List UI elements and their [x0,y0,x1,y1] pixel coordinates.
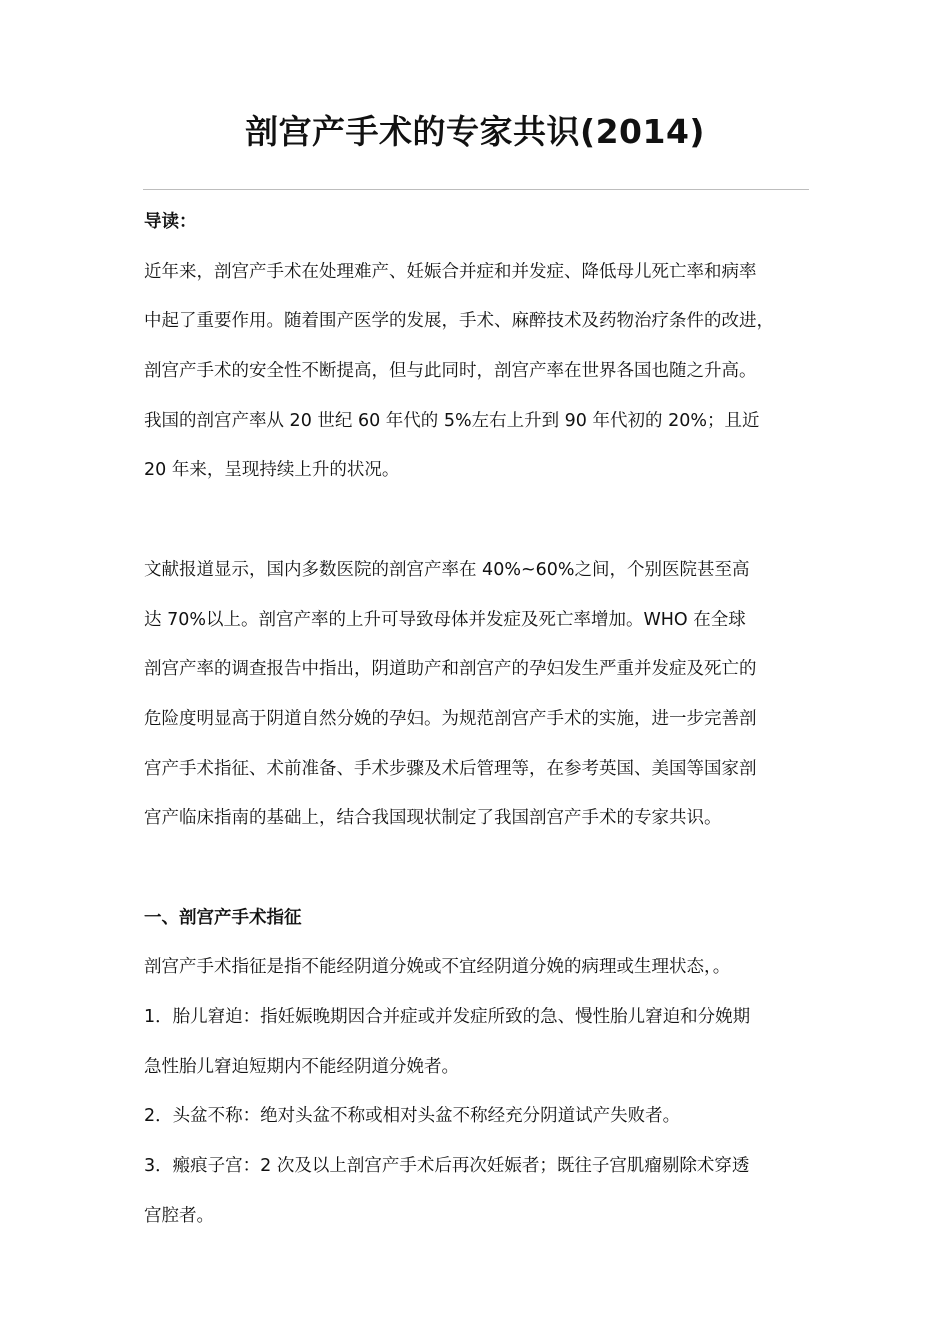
paragraph-line: 文献报道显示，国内多数医院的剖宫产率在 40%~60%之间，个别医院甚至高 [144,559,750,580]
paragraph-line: 危险度明显高于阴道自然分娩的孕妇。为规范剖宫产手术的实施，进一步完善剖 [144,708,757,729]
paragraph-line: 达 70%以上。剖宫产率的上升可导致母体并发症及死亡率增加。WHO 在全球 [144,609,746,630]
paragraph-line: 我国的剖宫产率从 20 世纪 60 年代的 5%左右上升到 90 年代初的 20%；且近 [144,410,760,431]
title-divider [143,189,809,190]
intro-heading: 导读： [144,212,197,232]
paragraph-line: 20 年来，呈现持续上升的状况。 [144,460,400,481]
paragraph-spacer [144,844,816,894]
list-item-continuation: 急性胎儿窘迫短期内不能经阴道分娩者。 [144,1056,459,1077]
section-line: 剖宫产手术指征是指不能经阴道分娩或不宜经阴道分娩的病理或生理状态，。 [144,957,731,978]
paragraph-line: 剖宫产手术的安全性不断提高，但与此同时，剖宫产率在世界各国也随之升高。 [144,361,757,382]
list-item: 1．胎儿窘迫：指妊娠晚期因合并症或并发症所致的急、慢性胎儿窘迫和分娩期 [144,1007,751,1027]
paragraph-line: 中起了重要作用。随着围产医学的发展，手术、麻醉技术及药物治疗条件的改进， [144,311,774,332]
paragraph-spacer [144,496,816,546]
paragraph-line: 宫产临床指南的基础上，结合我国现状制定了我国剖宫产手术的专家共识。 [144,808,722,829]
section-indications [144,943,816,1241]
list-item-continuation: 宫腔者。 [144,1205,214,1226]
document-body [144,198,816,1241]
paragraph-intro [144,248,816,496]
paragraph-line: 宫产手术指征、术前准备、手术步骤及术后管理等，在参考英国、美国等国家剖 [144,758,757,779]
list-item: 3．瘢痕子宫：2 次及以上剖宫产手术后再次妊娠者；既往子宫肌瘤剔除术穿透 [144,1156,750,1177]
paragraph-line: 近年来，剖宫产手术在处理难产、妊娠合并症和并发症、降低母儿死亡率和病率 [144,261,757,282]
section-heading: 一、剖宫产手术指征 [144,907,302,928]
paragraph-literature [144,546,816,844]
list-item: 2．头盆不称：绝对头盆不称或相对头盆不称经充分阴道试产失败者。 [144,1106,681,1127]
paragraph-line: 剖宫产率的调查报告中指出，阴道助产和剖宫产的孕妇发生严重并发症及死亡的 [144,659,757,680]
document-title: 剖宫产手术的专家共识(2014) [244,112,705,151]
